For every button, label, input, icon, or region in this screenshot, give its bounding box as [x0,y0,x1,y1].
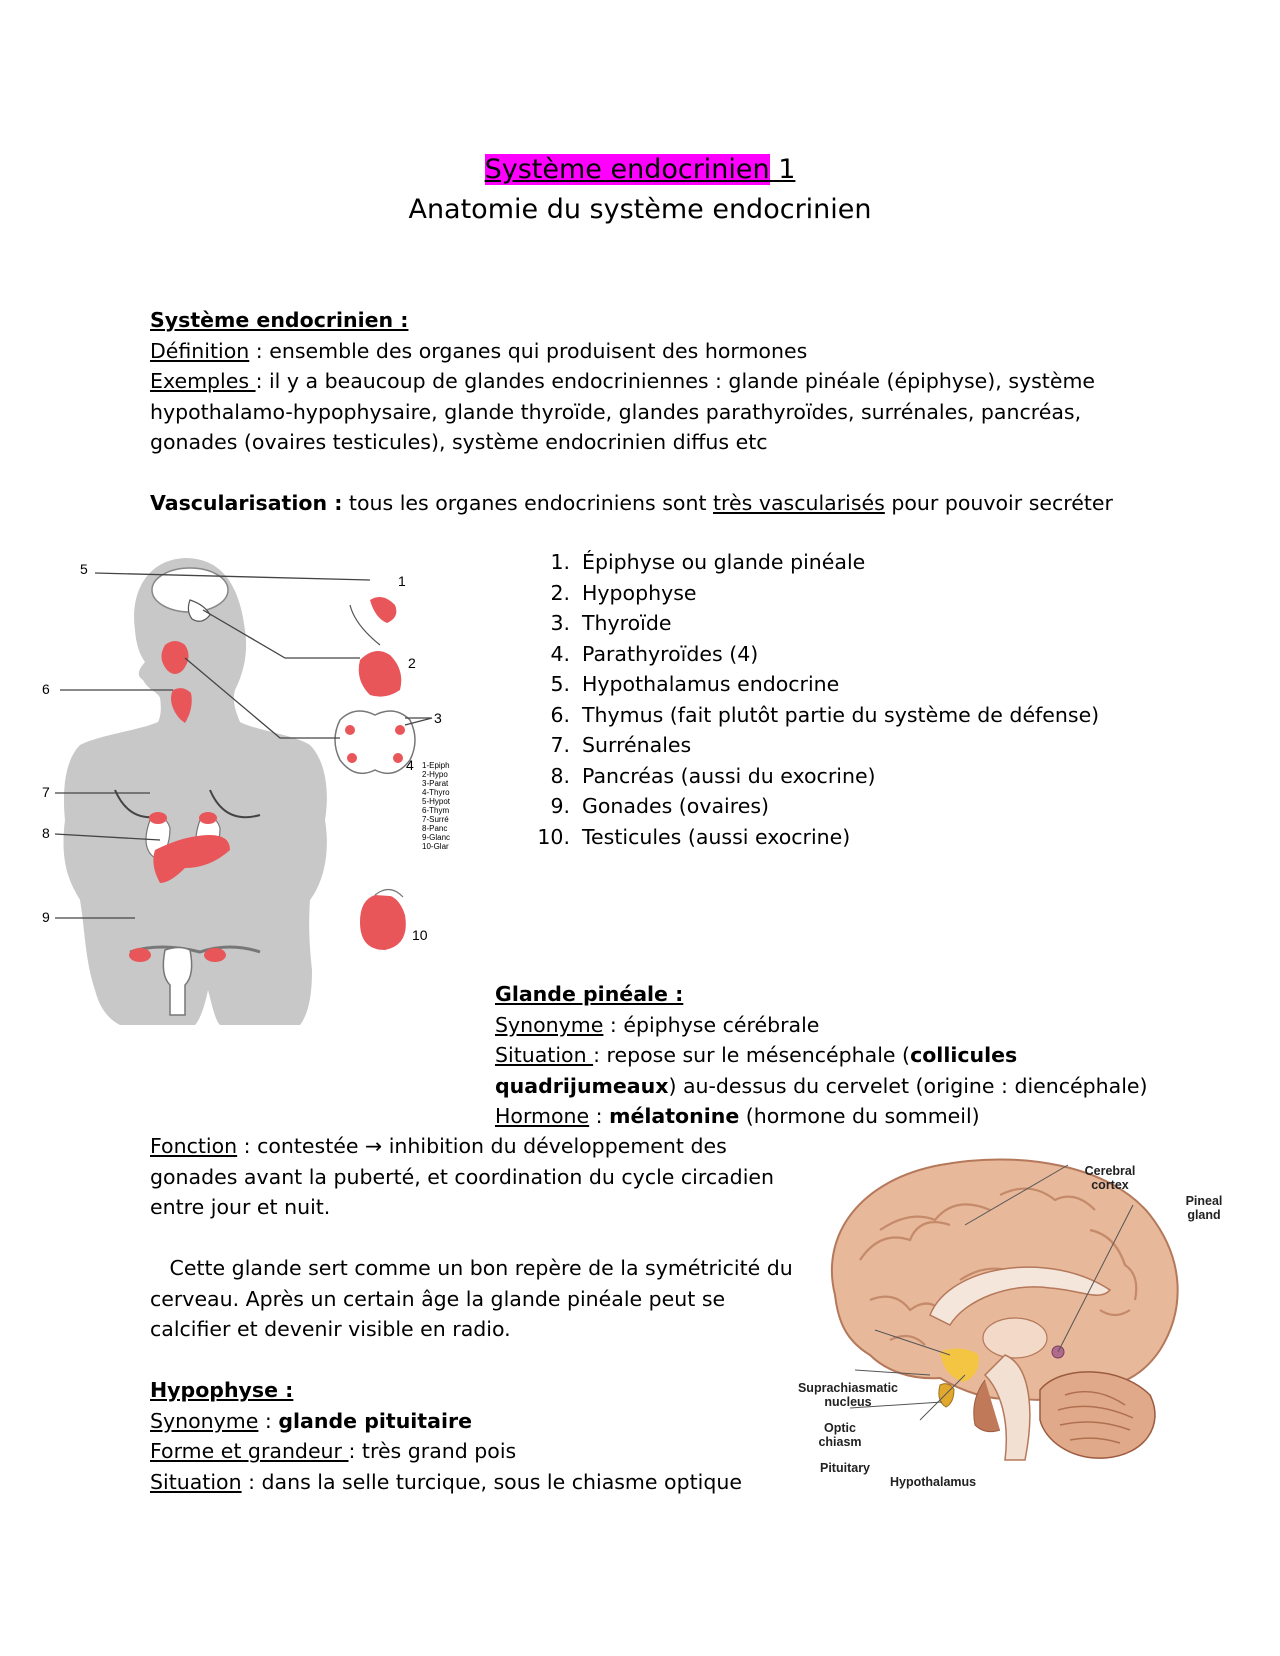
ovary-left [129,948,151,962]
testicle-drawing [360,894,406,950]
callout-6: 6 [42,681,50,697]
gland-list-label: Épiphyse ou glande pinéale [582,550,866,574]
gland-list-label: Surrénales [582,733,692,757]
vascularisation-label: Vascularisation : [150,491,343,515]
section-heading: Système endocrinien : [150,308,409,332]
label-suprachiasmatic: Suprachiasmatic [797,1381,899,1395]
note-line-2: cerveau. Après un certain âge la glande pinéale peut se [150,1286,726,1311]
ovary-right [204,948,226,962]
figure-legend [422,761,451,851]
gland-list-item [530,791,1099,822]
examples-text-1: : il y a beaucoup de glandes endocriniennes : glande pinéale (épiphyse), système [255,369,1096,393]
parathyroid-3 [347,753,357,763]
legend-5: 5-Hypot [422,797,451,806]
document-subtitle: Anatomie du système endocrinien [408,194,872,225]
label-gland: gland [1187,1208,1221,1222]
gland-list-number: 10. [537,824,570,849]
parathyroid-4 [393,753,403,763]
pineal-situation-line-2 [495,1071,1148,1102]
gland-list-label: Thymus (fait plutôt partie du système de défense) [582,702,1100,727]
callout-1: 1 [398,573,406,589]
callout-2: 2 [408,655,416,671]
fonction-line-2: gonades avant la puberté, et coordination du cycle circadien [150,1164,774,1189]
examples-line-1 [150,366,1113,397]
gland-list-number: 1. [550,550,570,574]
pineal-situation-label: Situation [495,1043,594,1067]
section-pineal [495,979,1148,1132]
gland-list [530,547,1099,852]
pineal-synonym-text: : épiphyse cérébrale [603,1012,820,1037]
gland-list-label: Pancréas (aussi du exocrine) [582,763,876,788]
pineal-situation-bold-1: collicules [910,1043,1018,1067]
pineal-hormone-sep: : [589,1104,610,1128]
legend-2: 2-Hypo [422,770,448,779]
pineal-hormone-line [495,1101,1148,1132]
callout-4: 4 [406,757,414,773]
gland-list-item [530,639,1099,670]
callout-10: 10 [412,927,428,943]
legend-6: 6-Thym [422,806,450,815]
legend-8: 8-Panc [422,824,448,833]
gland-list-item [530,578,1099,609]
label-pineal: Pineal [1185,1194,1223,1208]
hypophyse-forme-line [150,1436,793,1467]
label-pituitary: Pituitary [820,1461,871,1475]
callout-7: 7 [42,784,50,800]
vascularisation-line [150,488,1113,519]
gland-list-item [530,669,1099,700]
adrenal-left [149,812,167,824]
callout-8: 8 [42,825,50,841]
gland-list-number: 9. [550,794,570,818]
blank-line [150,1223,793,1254]
hypophyse-situation-text: : dans la selle turcique, sous le chiasme optique [241,1469,742,1494]
gland-list-number: 6. [550,702,570,727]
endocrine-body-figure [40,550,490,1040]
gland-list-number: 8. [550,763,570,788]
hypophyse-synonym-sep: : [258,1408,279,1433]
legend-4: 4-Thyro [422,788,450,797]
vascularisation-text-2: pour pouvoir secréter [884,491,1113,515]
gland-list-label: Hypothalamus endocrine [582,672,840,696]
pituitary [939,1384,954,1407]
hypophyse-synonym-line [150,1406,793,1437]
gland-list-label: Hypophyse [582,580,697,605]
pineal-drawing [370,597,396,623]
title-number: 1 [769,154,796,185]
pineal-heading: Glande pinéale : [495,982,684,1006]
pineal-hormone-bold: mélatonine [609,1104,740,1128]
examples-line-2: hypothalamo-hypophysaire, glande thyroïde, glandes parathyroïdes, surrénales, pancréas, [150,399,1082,424]
legend-1: 1-Epiph [422,761,450,770]
fonction-text-1: : contestée → inhibition du développement des [237,1134,727,1158]
hypophyse-forme-text: : très grand pois [348,1439,517,1463]
gland-list-number: 7. [550,733,570,757]
gland-list-number: 2. [550,580,570,605]
line-hypothalamus [920,1375,965,1420]
hypophyse-synonym-label: Synonyme [150,1408,259,1433]
label-nucleus: nucleus [824,1395,872,1409]
callout-9: 9 [42,909,50,925]
gland-list-number: 5. [550,672,570,696]
gland-list-label: Gonades (ovaires) [582,794,770,818]
body-silhouette [63,558,326,1025]
hypophyse-situation-line [150,1467,793,1498]
legend-3: 3-Parat [422,779,449,788]
gland-list-label: Parathyroïdes (4) [582,641,759,666]
label-cerebral: Cerebral [1084,1164,1136,1178]
definition-text: : ensemble des organes qui produisent des hormones [249,338,808,363]
title-highlight: Système endocrinien [484,154,770,185]
legend-10: 10-Glar [422,842,449,851]
gland-list-item [530,608,1099,639]
document-title [0,150,1280,190]
pineal-hormone-text: (hormone du sommeil) [739,1104,980,1128]
brain-sagittal-figure [790,1140,1230,1510]
note-line-3: calcifier et devenir visible en radio. [150,1317,511,1341]
fonction-line-1 [150,1131,793,1162]
vascularisation-text-1: tous les organes endocriniens sont [342,491,713,515]
gland-list-number: 4. [550,641,570,666]
line-5 [95,573,370,580]
adrenal-right [199,812,217,824]
gland-list-label: Thyroïde [582,611,672,635]
thalamus [983,1318,1047,1358]
examples-label: Exemples [150,369,256,393]
gland-list-item [530,761,1099,792]
pineal-synonym-label: Synonyme [495,1012,604,1037]
title-block [0,150,1280,230]
pineal-situation-line-1 [495,1040,1148,1071]
pineal-situation-text-2: ) au-dessus du cervelet (origine : diencéphale) [668,1073,1148,1098]
examples-line-3: gonades (ovaires testicules), système endocrinien diffus etc [150,430,768,454]
pineal-hormone-label: Hormone [495,1104,590,1128]
section-endocrine [150,305,1113,519]
label-optic: Optic [824,1421,856,1435]
note-line-1: Cette glande sert comme un bon repère de la symétricité du [150,1256,793,1280]
definition-line [150,336,1113,367]
hypophyse-synonym-bold: glande pituitaire [278,1408,472,1433]
pituitary-drawing [359,651,402,697]
legend-7: 7-Surré [422,815,449,824]
gland-list-item [530,700,1099,731]
vascularisation-underlined: très vascularisés [713,491,885,515]
pineal-situation-bold-2: quadrijumeaux [495,1073,669,1098]
hypophyse-heading: Hypophyse : [150,1378,294,1402]
hypophyse-situation-label: Situation [150,1469,242,1494]
parathyroid-1 [345,725,355,735]
thyroid-drawing [335,711,415,773]
cerebellum [1040,1372,1155,1458]
fonction-label: Fonction [150,1134,238,1158]
blank-line [150,458,1113,489]
label-hypothalamus: Hypothalamus [890,1475,977,1489]
label-chiasm: chiasm [818,1435,862,1449]
gland-list-label: Testicules (aussi exocrine) [582,824,851,849]
pineal-situation-text-1: : repose sur le mésencéphale ( [593,1043,911,1067]
gland-list-item [530,730,1099,761]
legend-9: 9-Glanc [422,833,451,842]
label-cortex: cortex [1091,1178,1129,1192]
hypophyse-forme-label: Forme et grandeur [150,1439,349,1463]
callout-5: 5 [80,561,88,577]
gland-list-item [530,547,1099,578]
definition-label: Définition [150,338,250,363]
gland-list-number: 3. [550,611,570,635]
blank-line [150,1345,793,1376]
parathyroid-2 [395,725,405,735]
callout-3: 3 [434,710,442,726]
gland-list-item [530,822,1099,853]
fonction-line-3: entre jour et nuit. [150,1195,331,1219]
section-pineal-function [150,1131,793,1497]
pineal-synonym-line [495,1010,1148,1041]
